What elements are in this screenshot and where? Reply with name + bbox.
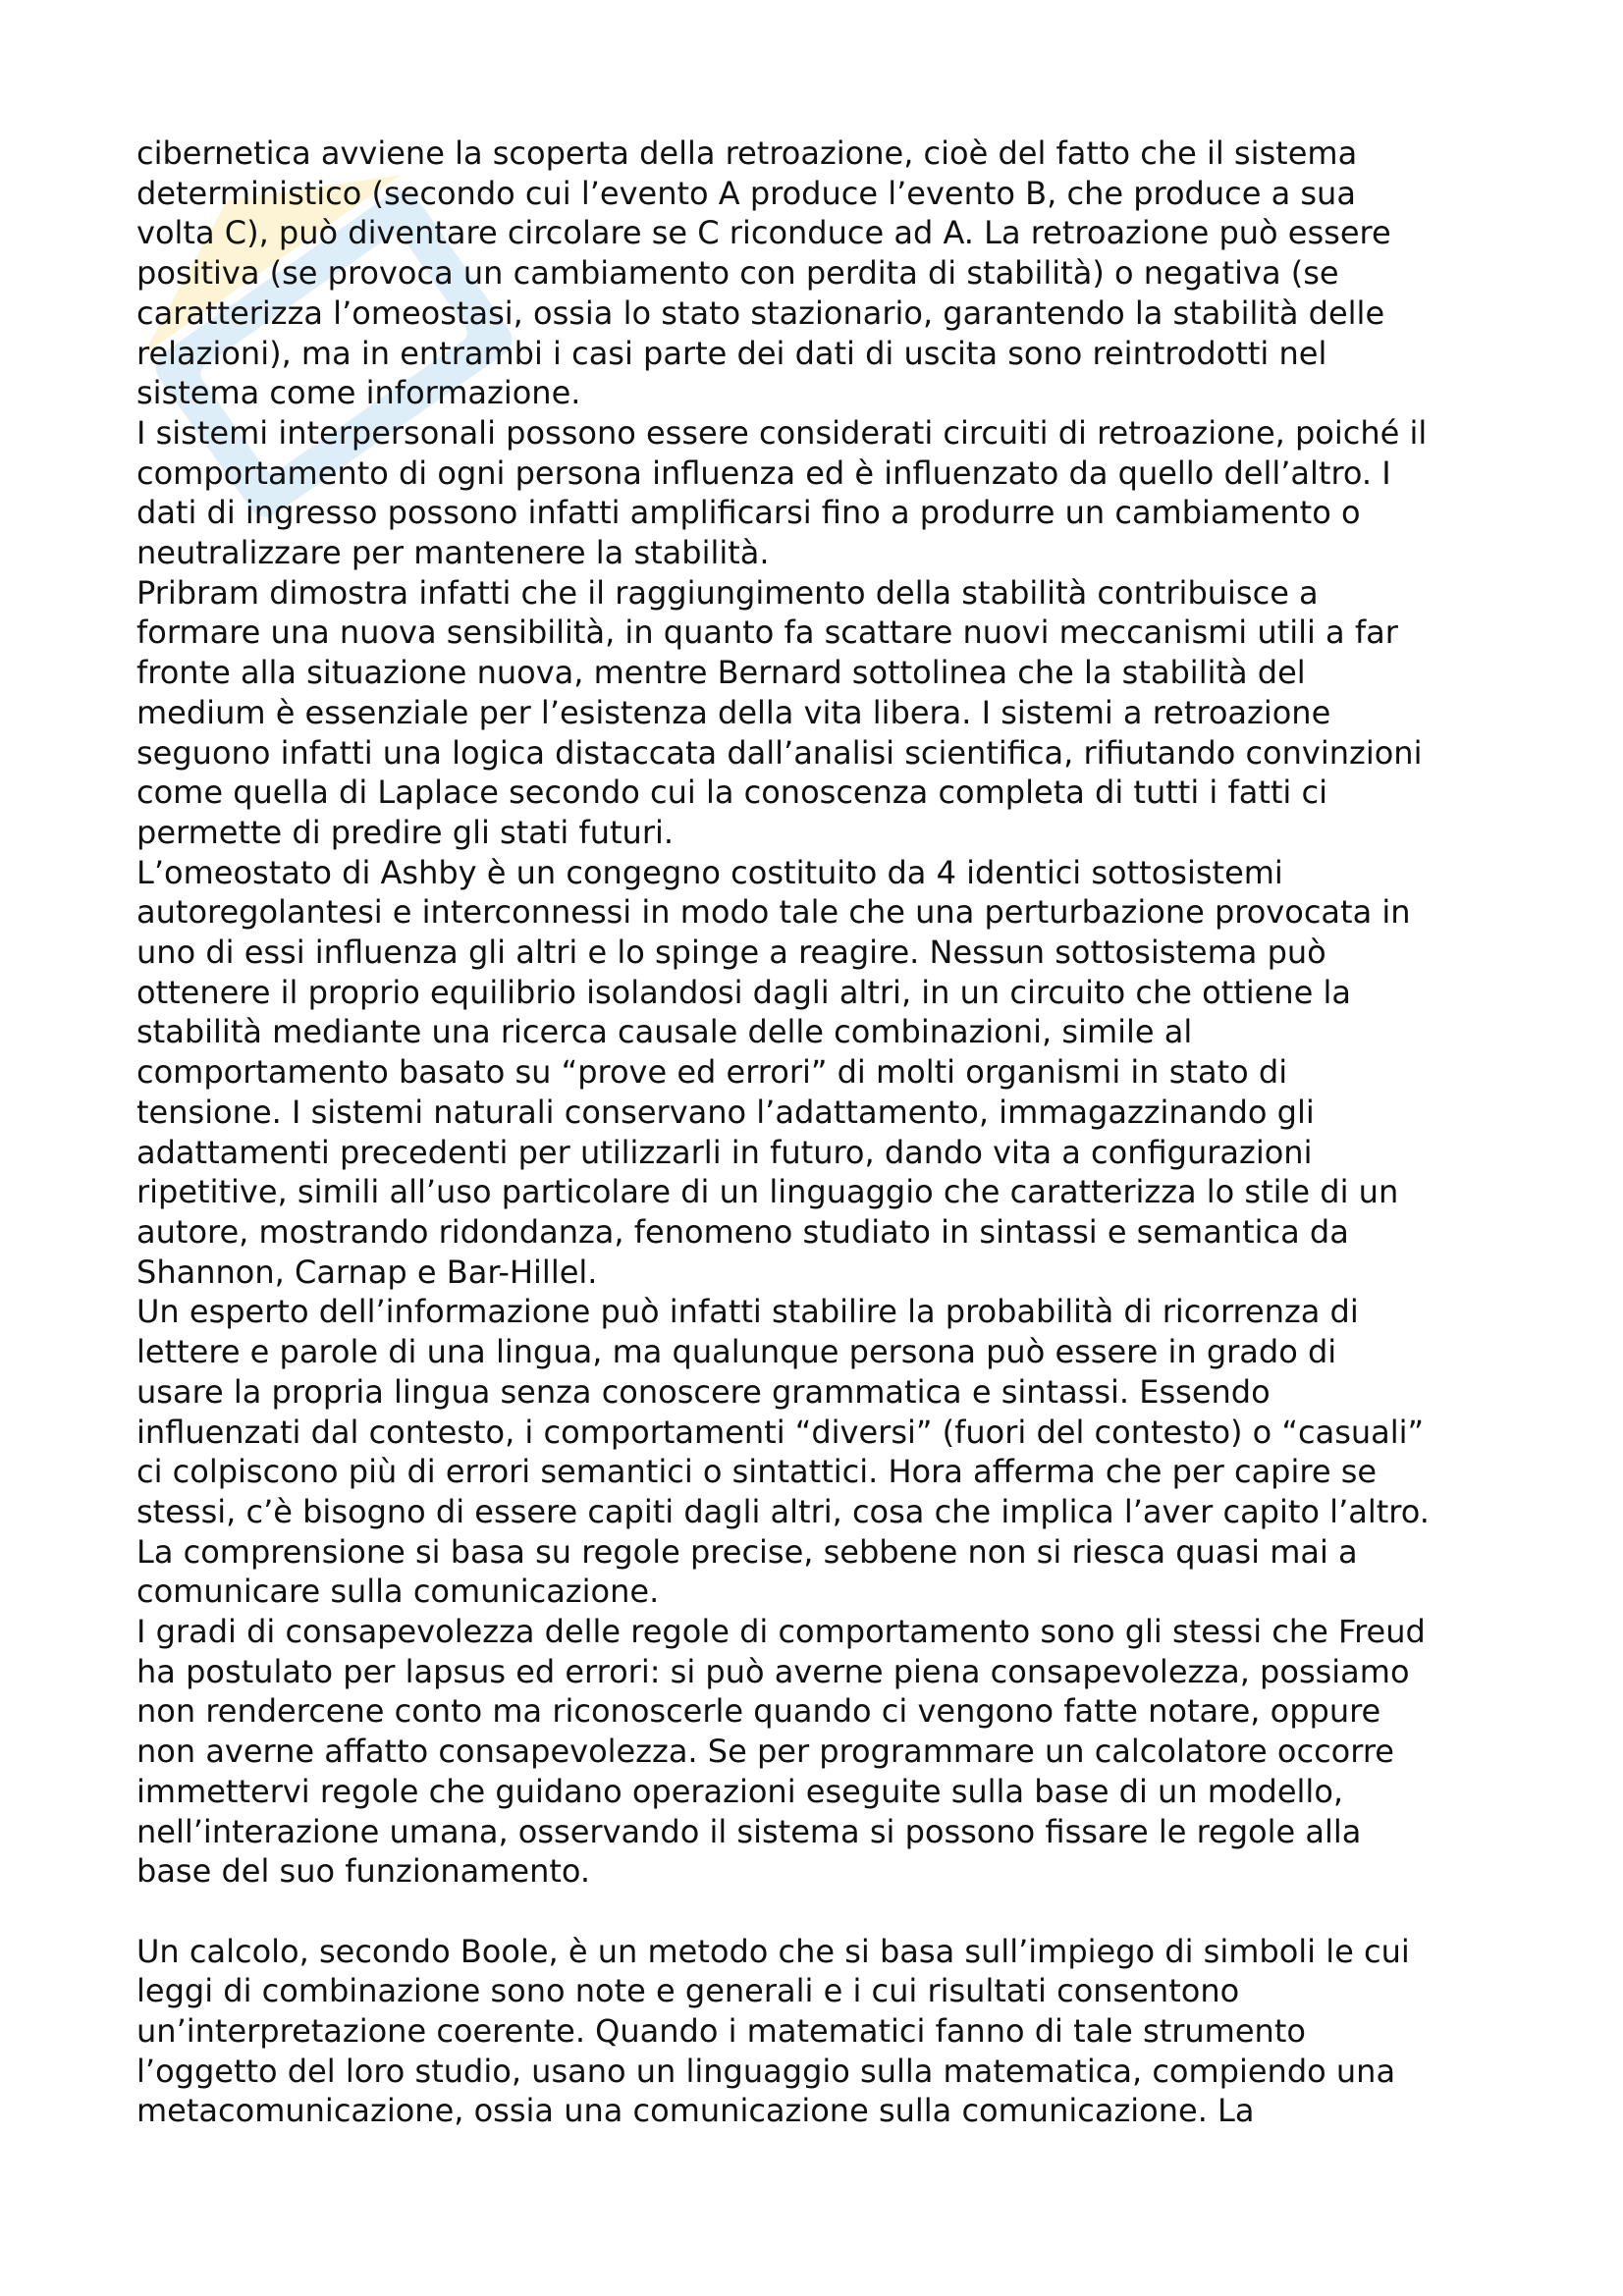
text-line: cibernetica avviene la scoperta della retroazione, cioè del fatto che il sistema (136, 134, 1358, 172)
text-line: comunicare sulla comunicazione. (136, 1573, 660, 1611)
text-line: comportamento di ogni persona influenza ed è influenzato da quello dell’altro. I (136, 454, 1391, 492)
text-line: dati di ingresso possono infatti amplificarsi fino a produrre un cambiamento o (136, 494, 1361, 532)
text-line: stessi, c’è bisogno di essere capiti dagli altri, cosa che implica l’aver capito l’altro. (136, 1492, 1430, 1530)
text-line: I gradi di consapevolezza delle regole di comportamento sono gli stessi che Freud (136, 1613, 1426, 1651)
text-line: positiva (se provoca un cambiamento con perdita di stabilità) o negativa (se (136, 254, 1339, 293)
text-line: fronte alla situazione nuova, mentre Bernard sottolinea che la stabilità del (136, 654, 1306, 692)
text-line: medium è essenziale per l’esistenza della vita libera. I sistemi a retroazione (136, 693, 1331, 731)
text-line: deterministico (secondo cui l’evento A produce l’evento B, che produce a sua (136, 174, 1356, 212)
text-line: Un esperto dell’informazione può infatti stabilire la probabilità di ricorrenza di (136, 1293, 1359, 1331)
text-line: comportamento basato su “prove ed errori” di molti organismi in stato di (136, 1053, 1288, 1092)
text-line: come quella di Laplace secondo cui la conoscenza completa di tutti i fatti ci (136, 774, 1327, 812)
text-line: I sistemi interpersonali possono essere considerati circuiti di retroazione, poiché il (136, 413, 1428, 452)
text-line: Un calcolo, secondo Boole, è un metodo che si basa sull’impiego di simboli le cui (136, 1932, 1410, 1970)
text-line: nell’interazione umana, osservando il sistema si possono fissare le regole alla (136, 1812, 1362, 1850)
text-line: L’omeostato di Ashby è un congegno costituito da 4 identici sottosistemi (136, 853, 1283, 891)
text-line: usare la propria lingua senza conoscere grammatica e sintassi. Essendo (136, 1372, 1271, 1411)
text-line: seguono infatti una logica distaccata dall’analisi scientifica, rifiutando convinzioni (136, 733, 1423, 772)
text-line: base del suo funzionamento. (136, 1852, 591, 1891)
document-body (136, 133, 1511, 2131)
text-line: ottenere il proprio equilibrio isolandosi dagli altri, in un circuito che ottiene la (136, 973, 1351, 1011)
text-line: sistema come informazione. (136, 374, 581, 412)
text-line: relazioni), ma in entrambi i casi parte dei dati di uscita sono reintrodotti nel (136, 334, 1327, 372)
text-line: Shannon, Carnap e Bar-Hillel. (136, 1253, 598, 1291)
text-line: adattamenti precedenti per utilizzarli in futuro, dando vita a configurazioni (136, 1133, 1313, 1171)
text-line: volta C), può diventare circolare se C riconduce ad A. La retroazione può essere (136, 214, 1391, 252)
text-line: l’oggetto del loro studio, usano un linguaggio sulla matematica, compiendo una (136, 2052, 1396, 2090)
text-line: stabilità mediante una ricerca causale delle combinazioni, simile al (136, 1013, 1193, 1051)
text-line: non averne affatto consapevolezza. Se per programmare un calcolatore occorre (136, 1733, 1394, 1771)
text-line: uno di essi influenza gli altri e lo spinge a reagire. Nessun sottosistema può (136, 934, 1326, 972)
text-line: un’interpretazione coerente. Quando i matematici fanno di tale strumento (136, 2012, 1306, 2051)
text-line: ripetitive, simili all’uso particolare di un linguaggio che caratterizza lo stile di un (136, 1173, 1399, 1211)
text-line: autore, mostrando ridondanza, fenomeno studiato in sintassi e semantica da (136, 1212, 1349, 1251)
text-line: ci colpiscono più di errori semantici o sintattici. Hora afferma che per capire se (136, 1453, 1378, 1491)
text-line: caratterizza l’omeostasi, ossia lo stato stazionario, garantendo la stabilità delle (136, 294, 1385, 332)
text-line: tensione. I sistemi naturali conservano l’adattamento, immagazzinando gli (136, 1093, 1315, 1131)
text-line: Pribram dimostra infatti che il raggiungimento della stabilità contribuisce a (136, 573, 1319, 612)
text-line: leggi di combinazione sono note e generali e i cui risultati consentono (136, 1972, 1240, 2010)
text-line: influenzati dal contesto, i comportamenti “diversi” (fuori del contesto) o “casuali” (136, 1413, 1425, 1451)
text-line: formare una nuova sensibilità, in quanto fa scattare nuovi meccanismi utili a far (136, 614, 1398, 652)
text-line: lettere e parole di una lingua, ma qualunque persona può essere in grado di (136, 1333, 1337, 1371)
paragraph-gap (136, 1892, 1511, 1932)
text-line: non rendercene conto ma riconoscerle quando ci vengono fatte notare, oppure (136, 1692, 1381, 1731)
text-line: permette di predire gli stati futuri. (136, 813, 675, 851)
text-line: neutralizzare per mantenere la stabilità. (136, 534, 770, 572)
text-line: autoregolantesi e interconnessi in modo tale che una perturbazione provocata in (136, 893, 1411, 932)
text-line: ha postulato per lapsus ed errori: si può averne piena consapevolezza, possiamo (136, 1652, 1410, 1690)
text-line: metacomunicazione, ossia una comunicazione sulla comunicazione. La (136, 2092, 1255, 2130)
text-line: immettervi regole che guidano operazioni eseguite sulla base di un modello, (136, 1772, 1344, 1810)
text-line: La comprensione si basa su regole precise, sebbene non si riesca quasi mai a (136, 1532, 1358, 1571)
